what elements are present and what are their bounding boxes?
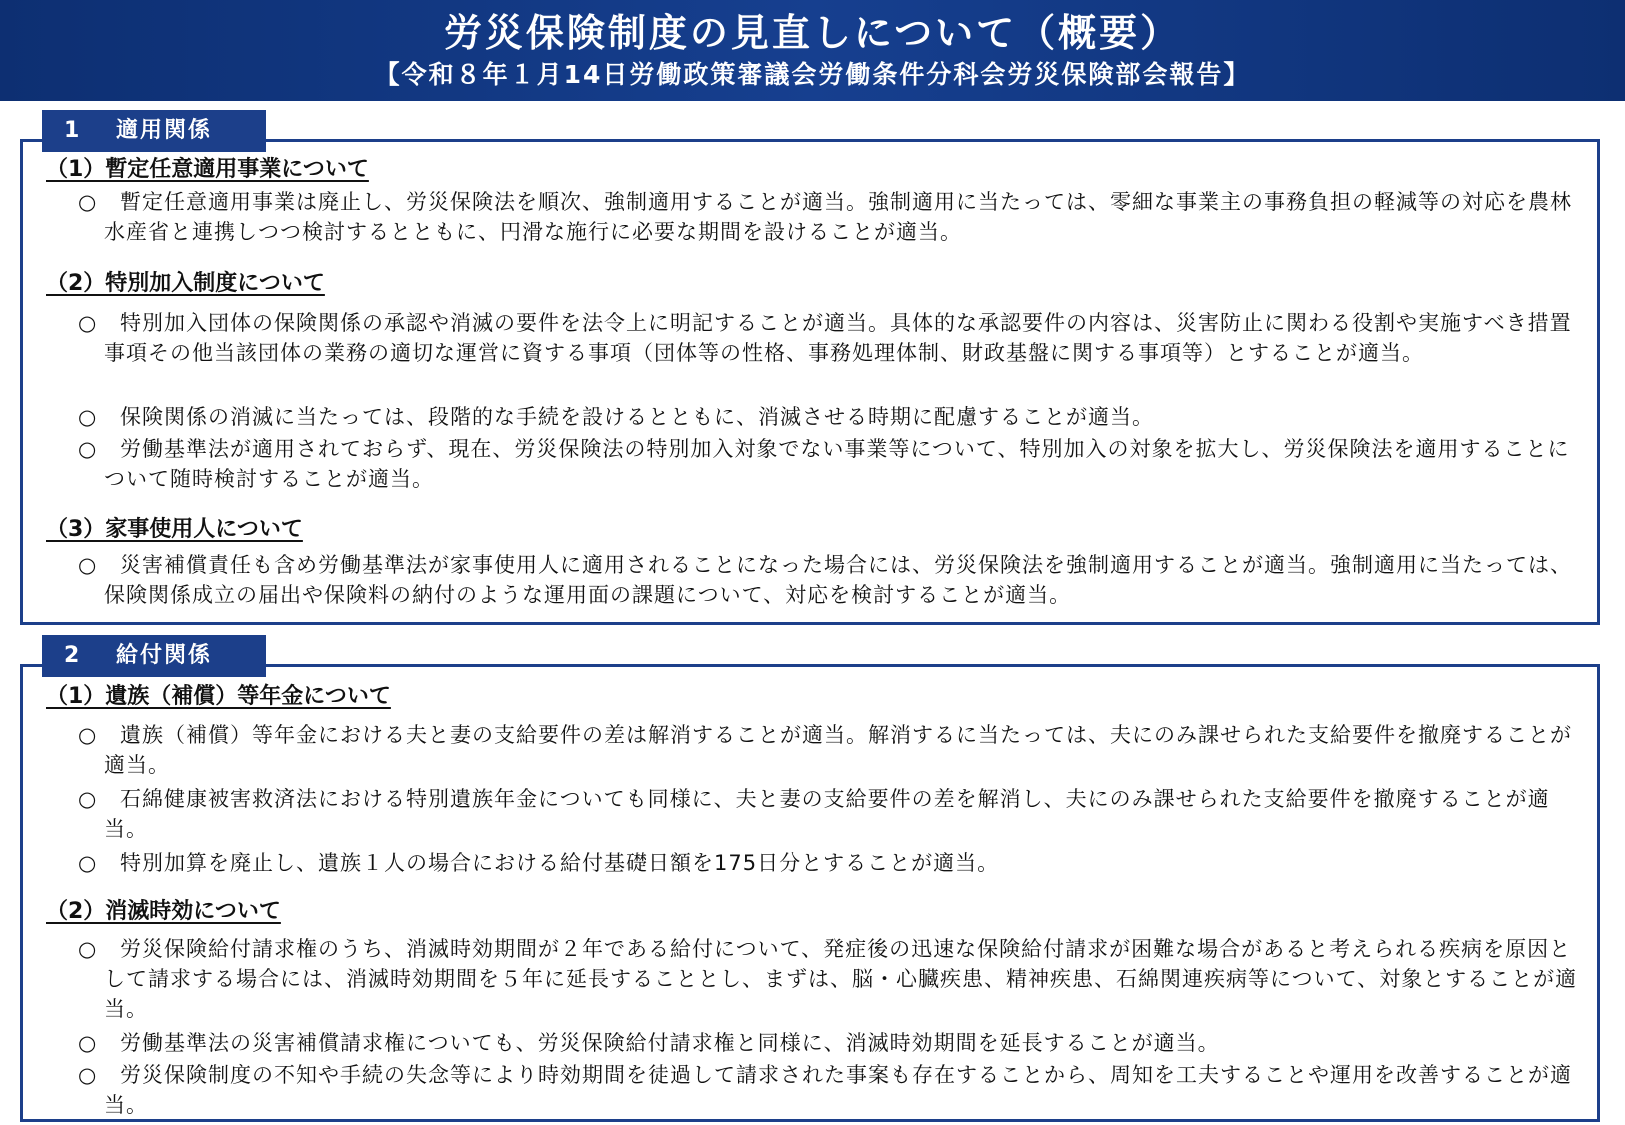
subsection-title: （2）特別加入制度について: [46, 271, 325, 296]
item-text: 特別加入団体の保険関係の承認や消滅の要件を法令上に明記することが適当。具体的な承認要件の内容は、災害防止に関わる役割や実施すべき措置事項その他当該団体の業務の適切な運営に資する事項（団体等の性格、事務処理体制、財政基盤に関する事項等）とすることが適当。: [104, 311, 1572, 365]
bullet-mark: ○: [78, 405, 98, 429]
item-text: 暫定任意適用事業は廃止し、労災保険法を順次、強制適用することが適当。強制適用に当たっては、零細な事業主の事務負担の軽減等の対応を農林水産省と連携しつつ検討するとともに、円滑な施行に必要な期間を設けることが適当。: [104, 190, 1572, 244]
list-item: [78, 848, 1588, 878]
section-label: 適用関係: [116, 118, 213, 143]
list-item: [78, 934, 1588, 1024]
list-item: [78, 784, 1588, 844]
page-subtitle: 【令和８年１月14日労働政策審議会労働条件分科会労災保険部会報告】: [374, 60, 1251, 89]
bullet-mark: ○: [78, 787, 98, 811]
item-text: 保険関係の消滅に当たっては、段階的な手続を設けるとともに、消滅させる時期に配慮することが適当。: [120, 405, 1154, 429]
page-header: [0, 0, 1625, 101]
list-item: [78, 1060, 1588, 1120]
section-number: 2: [64, 643, 82, 668]
bullet-mark: ○: [78, 1063, 98, 1087]
bullet-mark: ○: [78, 553, 98, 577]
list-item: [78, 1028, 1588, 1058]
bullet-mark: ○: [78, 437, 98, 461]
item-text: 労災保険給付請求権のうち、消滅時効期間が２年である給付について、発症後の迅速な保険給付請求が困難な場合があると考えられる疾病を原因として請求する場合には、消滅時効期間を５年に延長することとし、まずは、脳・心臓疾患、精神疾患、石綿関連疾病等について、対象とすることが適当。: [104, 937, 1578, 1021]
item-text: 労働基準法が適用されておらず、現在、労災保険法の特別加入対象でない事業等について、特別加入の対象を拡大し、労災保険法を適用することについて随時検討することが適当。: [104, 437, 1570, 491]
list-item: [78, 402, 1588, 432]
item-text: 労働基準法の災害補償請求権についても、労災保険給付請求権と同様に、消滅時効期間を延長することが適当。: [120, 1031, 1220, 1055]
bullet-mark: ○: [78, 190, 98, 214]
item-text: 石綿健康被害救済法における特別遺族年金についても同様に、夫と妻の支給要件の差を解消し、夫にのみ課せられた支給要件を撤廃することが適当。: [104, 787, 1550, 841]
list-item: [78, 720, 1588, 780]
bullet-mark: ○: [78, 723, 98, 747]
page-title: 労災保険制度の見直しについて（概要）: [443, 11, 1182, 55]
list-item: [78, 550, 1588, 610]
section-tab-application: [42, 110, 266, 152]
list-item: [78, 434, 1588, 494]
item-text: 災害補償責任も含め労働基準法が家事使用人に適用されることになった場合には、労災保険法を強制適用することが適当。強制適用に当たっては、保険関係成立の届出や保険料の納付のような運用面の課題について、対応を検討することが適当。: [104, 553, 1572, 607]
section-label: 給付関係: [116, 643, 213, 668]
item-text: 特別加算を廃止し、遺族１人の場合における給付基礎日額を175日分とすることが適当。: [120, 851, 1000, 875]
bullet-mark: ○: [78, 937, 98, 961]
bullet-mark: ○: [78, 851, 98, 875]
item-text: 遺族（補償）等年金における夫と妻の支給要件の差は解消することが適当。解消するに当たっては、夫にのみ課せられた支給要件を撤廃することが適当。: [104, 723, 1572, 777]
bullet-mark: ○: [78, 311, 98, 335]
bullet-mark: ○: [78, 1031, 98, 1055]
list-item: [78, 187, 1588, 247]
section-tab-benefits: [42, 635, 266, 677]
item-text: 労災保険制度の不知や手続の失念等により時効期間を徒過して請求された事案も存在することから、周知を工夫することや運用を改善することが適当。: [104, 1063, 1572, 1117]
subsection-title: （1）暫定任意適用事業について: [46, 157, 369, 182]
subsection-title: （1）遺族（補償）等年金について: [46, 684, 391, 709]
subsection-title: （2）消滅時効について: [46, 899, 281, 924]
list-item: [78, 308, 1588, 368]
section-number: 1: [64, 118, 82, 143]
subsection-title: （3）家事使用人について: [46, 517, 303, 542]
